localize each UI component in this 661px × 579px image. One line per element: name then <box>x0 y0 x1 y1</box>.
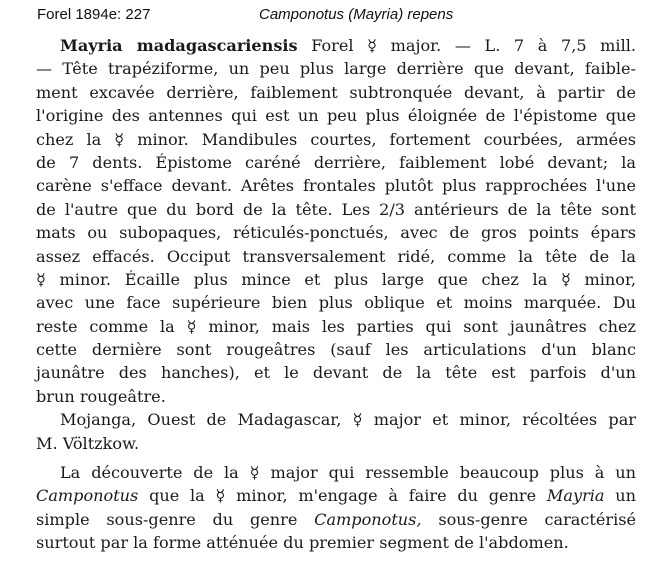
taxon-name: Camponotus (Mayria) repens <box>259 6 454 23</box>
text-fragment: Forel ☿ major. — L. 7 à 7,5 mill. <box>311 36 636 55</box>
text-line: cette dernière sont rougeâtres (sauf les articulations d'un blanc <box>36 340 636 360</box>
text-line <box>36 484 636 507</box>
document-body <box>36 34 636 555</box>
text-line: Mojanga, Ouest de Madagascar, ☿ major et minor, récoltées par <box>60 410 636 430</box>
text-fragment: simple sous-genre du genre <box>36 509 298 529</box>
text-line: assez effacés. Occiput transversalement ridé, comme la tête de la <box>36 246 636 266</box>
text-line: jaunâtre des hanches), et le devant de la tête est parfois d'un <box>36 363 636 383</box>
genus-name: Camponotus <box>36 486 139 506</box>
text-line <box>36 34 636 57</box>
genus-name: Mayria <box>546 486 605 506</box>
text-line <box>36 508 636 531</box>
text-fragment: sous-genre caractérisé <box>438 509 637 529</box>
page-header <box>37 6 637 26</box>
text-line: chez la ☿ minor. Mandibules courtes, fortement courbées, armées <box>36 129 636 149</box>
text-line: ment excavée derrière, faiblement subtronquée devant, à partir de <box>36 82 636 102</box>
text-line: de l'autre que du bord de la tête. Les 2/3 antérieurs de la tête sont <box>36 199 636 219</box>
text-fragment: que la ☿ minor, m'engage à faire du genre <box>149 486 537 506</box>
text-line: l'origine des antennes qui est un peu plus éloignée de l'épistome que <box>36 106 636 126</box>
text-line: brun rougeâtre. <box>36 386 166 406</box>
citation-reference: Forel 1894e: 227 <box>37 6 151 23</box>
text-line: — Tête trapéziforme, un peu plus large derrière que devant, faible- <box>36 59 636 79</box>
text-line: reste comme la ☿ minor, mais les parties qui sont jaunâtres chez <box>36 316 636 336</box>
text-line: surtout par la forme atténuée du premier segment de l'abdomen. <box>36 533 569 553</box>
text-line: La découverte de la ☿ major qui ressemble beaucoup plus à un <box>60 463 636 483</box>
paragraph-discussion <box>36 461 636 555</box>
genus-name: Camponotus, <box>314 509 422 529</box>
text-line: ☿ minor. Écaille plus mince et plus large que chez la ☿ minor, <box>36 269 636 289</box>
text-line: M. Völtzkow. <box>36 433 140 453</box>
text-fragment: un <box>615 486 636 506</box>
species-name: Mayria madagascariensis <box>60 36 298 55</box>
text-line: de 7 dents. Épistome caréné derrière, faiblement lobé devant; la <box>36 152 636 172</box>
text-line: mats ou subopaques, réticulés-ponctués, avec de gros points épars <box>36 223 636 243</box>
paragraph-description <box>36 34 636 408</box>
text-line: avec une face supérieure bien plus oblique et moins marquée. Du <box>36 293 636 313</box>
text-line: carène s'efface devant. Arêtes frontales plutôt plus rapprochées l'une <box>36 176 636 196</box>
paragraph-locality <box>36 408 636 455</box>
